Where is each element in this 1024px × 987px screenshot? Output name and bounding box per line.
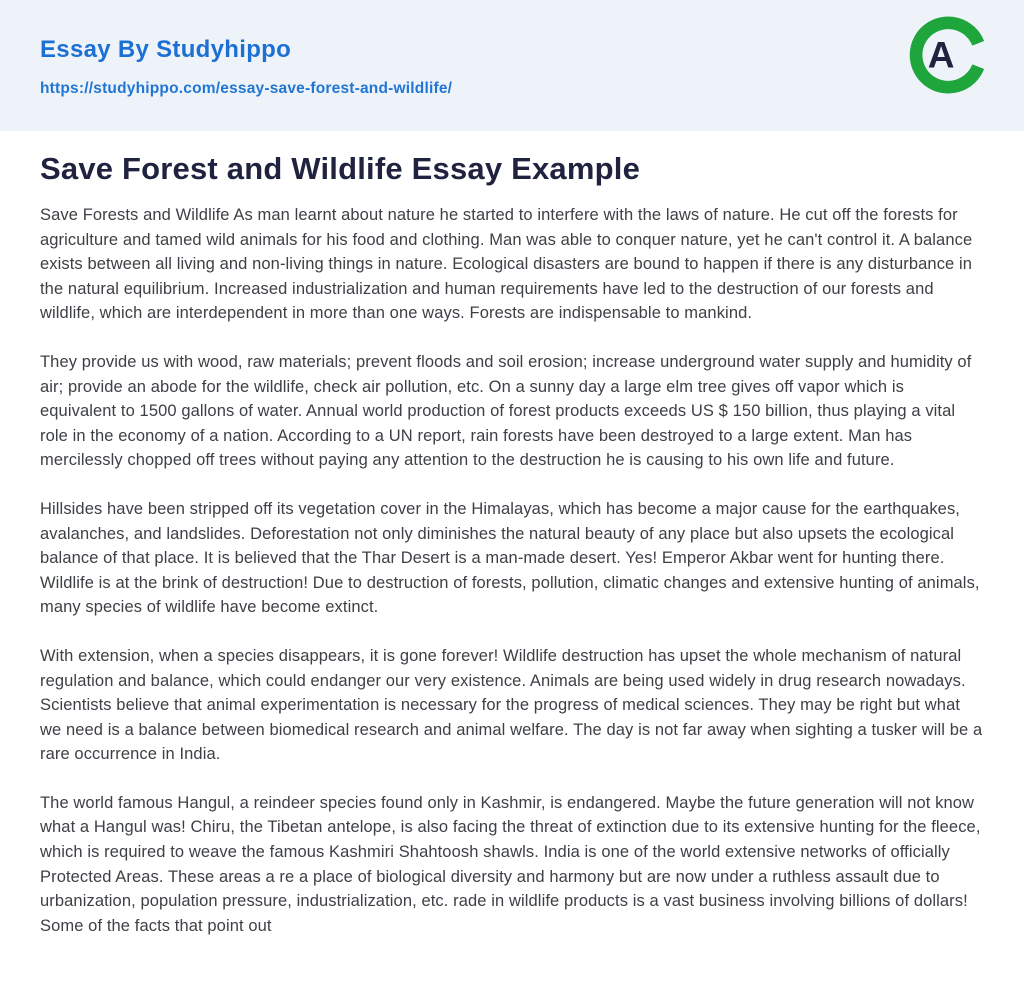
studyhippo-logo-icon (908, 16, 986, 94)
logo-letter: A (927, 33, 955, 76)
essay-paragraph: With extension, when a species disappears, it is gone forever! Wildlife destruction has upset the whole mechanism of natural regulation and balance, which could endanger our very existence. Animals are being used widely in drug research nowadays. Scientists believe that animal experimentation is necessary for the progress of medical sciences. They may be right but what we need is a balance between biomedical research and animal welfare. The day is not far away when sighting a tusker will be a rare occurrence in India. (40, 646, 983, 764)
studyhippo-logo[interactable] (908, 16, 986, 94)
essay-paragraph: The world famous Hangul, a reindeer species found only in Kashmir, is endangered. Maybe the future generation will not know what a Hangul was! Chiru, the Tibetan antelope, is also facing the threat of extinction due to its extensive hunting for the fleece, which is required to weave the famous Kashmiri Shahtoosh shawls. India is one of the world extensive networks of officially Protected Areas. These areas a re a place of biological diversity and harmony but are now under a ruthless assault due to urbanization, population pressure, industrialization, etc. rade in wildlife products is a vast business involving billions of dollars! Some of the facts that point out (40, 793, 981, 935)
article (0, 131, 1024, 938)
essay-paragraph: Save Forests and Wildlife As man learnt about nature he started to interfere with the laws of nature. He cut off the forests for agriculture and tamed wild animals for his food and clothing. Man was able to conquer nature, yet he can't control it. A balance exists between all living and non-living things in nature. Ecological disasters are bound to happen if there is any disturbance in the natural equilibrium. Increased industrialization and human requirements have led to the destruction of our forests and wildlife, which are interdependent in more than one ways. Forests are indispensable to mankind. (40, 206, 973, 323)
page-header (0, 0, 1024, 131)
site-title: Essay By Studyhippo (40, 36, 292, 63)
essay-body (40, 203, 984, 938)
essay-paragraph: Hillsides have been stripped off its vegetation cover in the Himalayas, which has become a major cause for the earthquakes, avalanches, and landslides. Deforestation not only diminishes the natural beauty of any place but also upsets the ecological balance of that place. It is believed that the Thar Desert is a man-made desert. Yes! Emperor Akbar went for hunting there. Wildlife is at the brink of destruction! Due to destruction of forests, pollution, climatic changes and extensive hunting of animals, many species of wildlife have become extinct. (40, 499, 980, 617)
essay-paragraph: They provide us with wood, raw materials; prevent floods and soil erosion; increase underground water supply and humidity of air; provide an abode for the wildlife, check air pollution, etc. On a sunny day a large elm tree gives off vapor which is equivalent to 1500 gallons of water. Annual world production of forest products exceeds US $ 150 billion, thus playing a vital role in the economy of a nation. According to a UN report, rain forests have been destroyed to a large extent. Man has mercilessly chopped off trees without paying any attention to the destruction he is causing to his own life and future. (40, 352, 972, 470)
essay-title: Save Forest and Wildlife Essay Example (40, 151, 641, 186)
article-url-link[interactable]: https://studyhippo.com/essay-save-forest-and-wildlife/ (40, 80, 453, 97)
